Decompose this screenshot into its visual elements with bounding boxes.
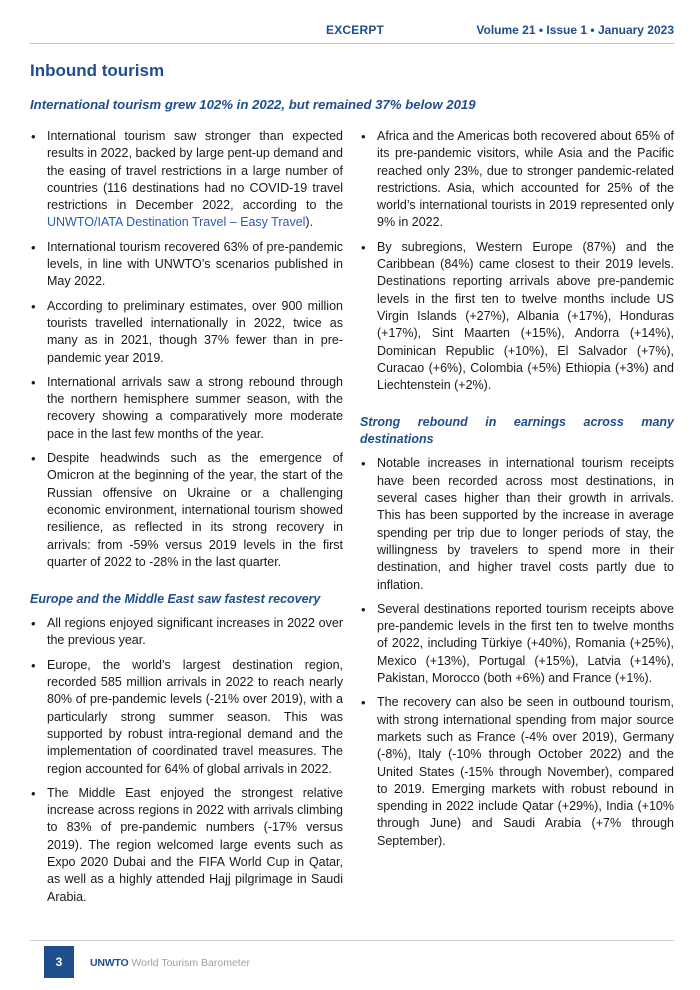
destination-travel-link[interactable]: UNWTO/IATA Destination Travel – Easy Travel — [47, 215, 306, 230]
bullet-item: • Despite headwinds such as the emergence of Omicron at the beginning of the year, the start of the Russian offensive on Ukraine or a challenging economic environment, international tourism showed resilience, as reflected in its strong recovery in arrivals: from -59% versus 2019 levels in the first quarter of 2022 to -28% in the last quarter. — [30, 450, 343, 571]
bullet-item: • By subregions, Western Europe (87%) and the Caribbean (84%) came closest to their 2019 levels. Destinations reporting arrivals above pre-pandemic levels in the first ten to twelve months include US Virgin Islands (+27%), Albania (+17%), Honduras (+17%), Sint Maarten (+15%), Andorra (+14%), Dominican Republic (+10%), El Salvador (+7%), Curacao (+6%), Colombia (+5%) Ethiopia (+3%) and Liechtenstein (+2%). — [360, 239, 674, 395]
section-heading: Europe and the Middle East saw fastest recovery — [30, 592, 321, 607]
bullet-list — [360, 128, 674, 394]
bullet-text-end: ). — [305, 215, 314, 230]
footer-divider — [30, 940, 674, 941]
right-column — [360, 128, 674, 857]
bullet-item: • The recovery can also be seen in outbound tourism, with strong international spending from major source markets such as France (-4% over 2019), Germany (-8%), Italy (-10% through October 2022) and the United States (-15% through November), compared to 2019. Emerging markets with robust rebound in spending in 2022 include Qatar (+29%), India (+10% through June) and Saudi Arabia (+7% through September). — [360, 694, 674, 850]
bullet-text: International tourism saw stronger than expected results in 2022, backed by large pent-up demand and the easing of travel restrictions in a large number of countries (116 destinations had no COVID-19 travel restrictions in December 2022, according to the — [47, 129, 343, 213]
issue-info: Volume 21 • Issue 1 • January 2023 — [476, 23, 674, 37]
page-subtitle: International tourism grew 102% in 2022, but remained 37% below 2019 — [30, 97, 476, 112]
excerpt-label: EXCERPT — [326, 23, 385, 37]
page-header — [30, 0, 674, 44]
footer-brand — [90, 957, 250, 969]
bullet-list — [30, 128, 343, 571]
page-number: 3 — [44, 946, 74, 978]
bullet-item: • The Middle East enjoyed the strongest relative increase across regions in 2022 with arrivals climbing to 83% of pre-pandemic numbers (-17% versus 2019). The region welcomed large events such as Expo 2020 Dubai and the FIFA World Cup in Qatar, as well as a highly attended Hajj pilgrimage in Saudi Arabia. — [30, 785, 343, 906]
bullet-item: • International arrivals saw a strong rebound through the northern hemisphere summer season, with the recovery showing a comparatively more moderate pace in the last few months of the year. — [30, 374, 343, 443]
bullet-item: • According to preliminary estimates, over 900 million tourists travelled internationally in 2022, twice as many as in 2021, though 37% fewer than in pre-pandemic year 2019. — [30, 298, 343, 367]
page-title: Inbound tourism — [30, 61, 165, 80]
bullet-item: • Europe, the world’s largest destination region, recorded 585 million arrivals in 2022 to reach nearly 80% of pre-pandemic levels (-21% over 2019), with a particularly strong summer season. This was supported by robust intra-regional demand and the implementation of coordinated travel measures. The region accounted for 64% of global arrivals in 2022. — [30, 657, 343, 778]
bullet-item: • All regions enjoyed significant increases in 2022 over the previous year. — [30, 615, 343, 650]
bullet-item — [30, 128, 343, 232]
left-column — [30, 128, 343, 913]
section-heading: Strong rebound in earnings across many destinations — [360, 415, 674, 447]
org-logo-text: UNWTO — [90, 957, 129, 969]
bullet-item: • Africa and the Americas both recovered about 65% of its pre-pandemic visitors, while Asia and the Pacific reached only 23%, due to stronger pandemic-related restrictions. Asia, which accounted for 25% of the world’s international tourists in 2019 represented only 9% in 2022. — [360, 128, 674, 232]
bullet-list — [30, 615, 343, 906]
bullet-list — [360, 455, 674, 850]
bullet-item: • Several destinations reported tourism receipts above pre-pandemic levels in the first ten to twelve months of 2022, including Türkiye (+40%), Romania (+25%), Mexico (+13%), Portugal (+15%), Latvia (+14%), Pakistan, Morocco (both +6%) and France (+1%). — [360, 601, 674, 687]
bullet-item: • International tourism recovered 63% of pre-pandemic levels, in line with UNWTO’s scenarios published in May 2022. — [30, 239, 343, 291]
bullet-item: • Notable increases in international tourism receipts have been recorded across most destinations, in several cases higher than their growth in arrivals. This has been supported by the increase in average spending per trip due to longer periods of stay, the willingness by travelers to spend more in their destination, and higher travel costs partly due to inflation. — [360, 455, 674, 593]
publication-name: World Tourism Barometer — [128, 957, 251, 969]
